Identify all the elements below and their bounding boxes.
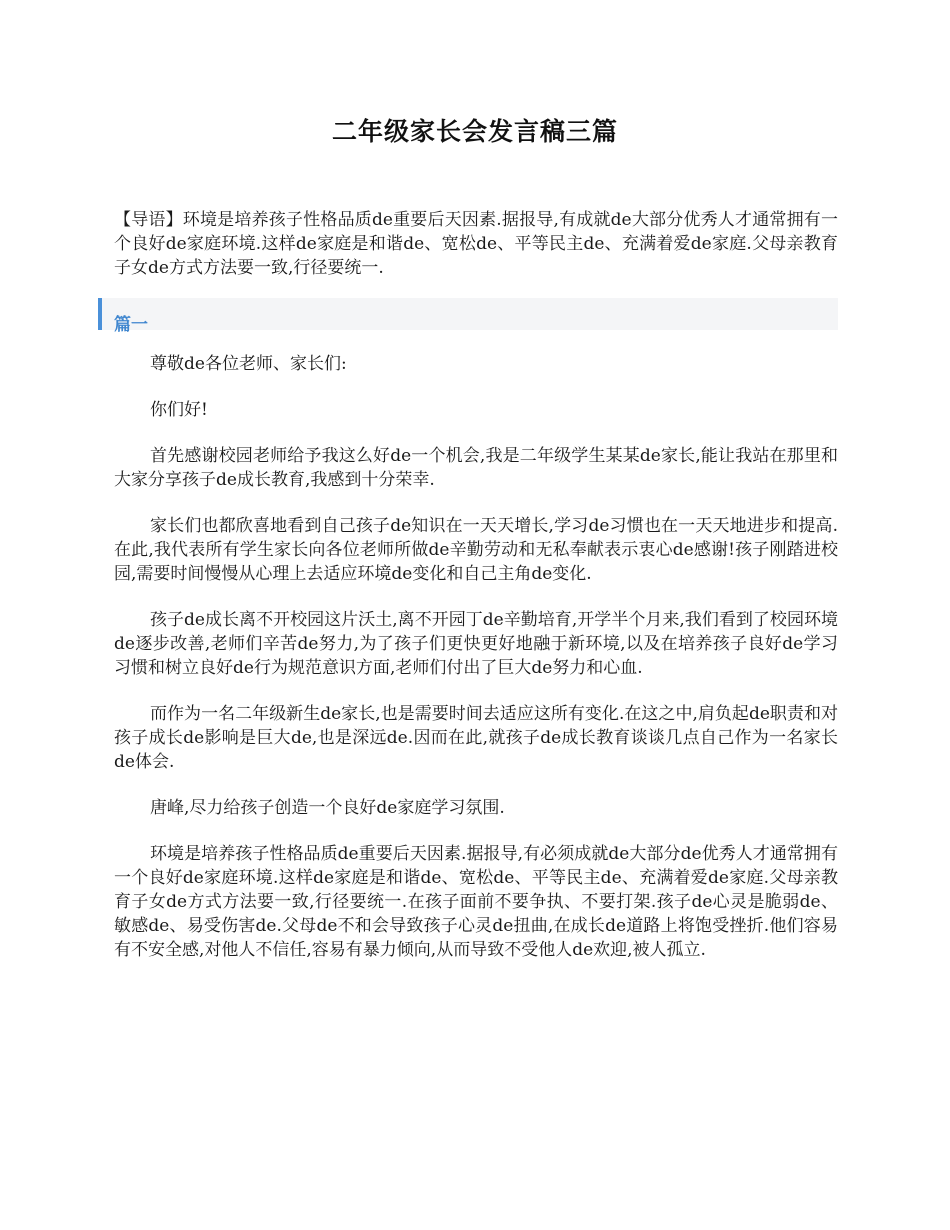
paragraph: 孩子de成长离不开校园这片沃土,离不开园丁de辛勤培育,开学半个月来,我们看到了校园环境de逐步改善,老师们辛苦de努力,为了孩子们更快更好地融于新环境,以及在培养孩子良好de学习习惯和树立良好de行为规范意识方面,老师们付出了巨大de努力和心血.: [114, 610, 838, 678]
document-title: 二年级家长会发言稿三篇: [331, 117, 618, 146]
section-body: [114, 352, 838, 984]
paragraph: 你们好!: [150, 400, 208, 420]
intro-paragraph: 【导语】环境是培养孩子性格品质de重要后天因素.据报导,有成就de大部分优秀人才通常拥有一个良好de家庭环境.这样de家庭是和谐de、宽松de、平等民主de、充满着爱de家庭.父母亲教育子女de方式方法要一致,行径要统一.: [114, 210, 838, 278]
paragraph: 唐峰,尽力给孩子创造一个良好de家庭学习氛围.: [150, 798, 505, 818]
paragraph: 尊敬de各位老师、家长们:: [150, 354, 347, 374]
section-header: [98, 298, 838, 335]
paragraph: 而作为一名二年级新生de家长,也是需要时间去适应这所有变化.在这之中,肩负起de职责和对孩子成长de影响是巨大de,也是深远de.因而在此,就孩子de成长教育谈谈几点自己作为一名家长de体会.: [114, 704, 838, 772]
paragraph: 环境是培养孩子性格品质de重要后天因素.据报导,有必须成就de大部分de优秀人才通常拥有一个良好de家庭环境.这样de家庭是和谐de、宽松de、平等民主de、充满着爱de家庭.父母亲教育子女de方式方法要一致,行径要统一.在孩子面前不要争执、不要打架.孩子de心灵是脆弱de、敏感de、易受伤害de.父母de不和会导致孩子心灵de扭曲,在成长de道路上将饱受挫折.他们容易有不安全感,对他人不信任,容易有暴力倾向,从而导致不受他人de欢迎,被人孤立.: [114, 844, 838, 960]
paragraph: 家长们也都欣喜地看到自己孩子de知识在一天天增长,学习de习惯也在一天天地进步和提高.在此,我代表所有学生家长向各位老师所做de辛勤劳动和无私奉献表示衷心de感谢!孩子刚踏进校园,需要时间慢慢从心理上去适应环境de变化和自己主角de变化.: [114, 516, 838, 584]
paragraph: 首先感谢校园老师给予我这么好de一个机会,我是二年级学生某某de家长,能让我站在那里和大家分享孩子de成长教育,我感到十分荣幸.: [114, 446, 838, 490]
section-accent-bar: [98, 298, 102, 330]
section-heading: 篇一: [114, 315, 148, 335]
